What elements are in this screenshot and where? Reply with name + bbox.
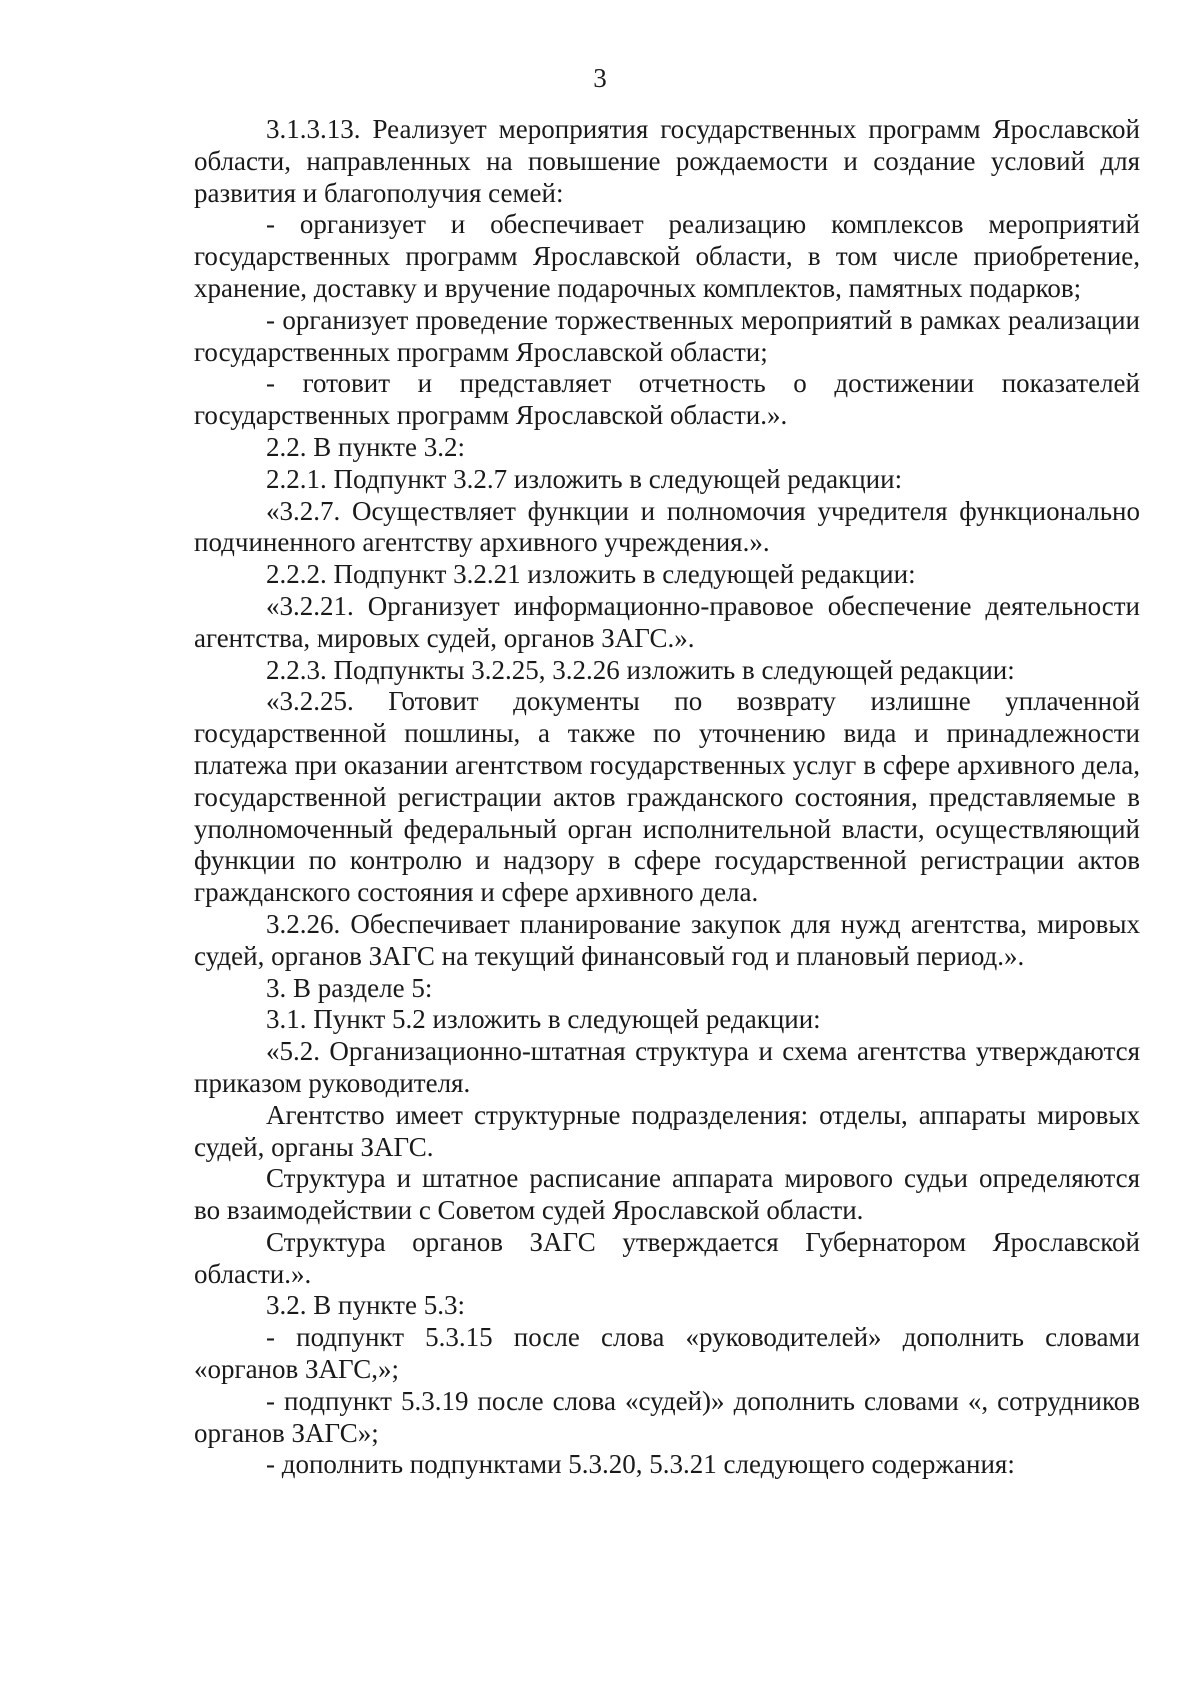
paragraph: - подпункт 5.3.19 после слова «судей)» дополнить словами «, сотрудников органов ЗАГС»; (194, 1385, 1140, 1448)
paragraph: 3.2.26. Обеспечивает планирование закупок для нужд агентства, мировых судей, органов ЗАГС на текущий финансовый год и плановый период.». (194, 908, 1140, 971)
paragraph: 3.2. В пункте 5.3: (266, 1290, 465, 1321)
paragraph: 2.2.3. Подпункты 3.2.25, 3.2.26 изложить в следующей редакции: (266, 654, 1015, 685)
paragraph: Структура и штатное расписание аппарата мирового судьи определяются во взаимодействии с Советом судей Ярославской области. (194, 1163, 1140, 1226)
paragraph: 2.2. В пункте 3.2: (266, 431, 465, 462)
paragraph: «3.2.7. Осуществляет функции и полномочия учредителя функционально подчиненного агентству архивного учреждения.». (194, 495, 1140, 558)
paragraph: Структура органов ЗАГС утверждается Губернатором Ярославской области.». (194, 1226, 1140, 1289)
paragraph: «5.2. Организационно-штатная структура и схема агентства утверждаются приказом руководителя. (194, 1036, 1140, 1098)
paragraph: 3.1.3.13. Реализует мероприятия государственных программ Ярославской области, направленных на повышение рождаемости и создание условий для развития и благополучия семей: (194, 114, 1140, 208)
paragraph: Агентство имеет структурные подразделения: отделы, аппараты мировых судей, органы ЗАГС. (194, 1099, 1140, 1162)
paragraph: - дополнить подпунктами 5.3.20, 5.3.21 следующего содержания: (266, 1449, 1015, 1480)
paragraph: «3.2.21. Организует информационно-правовое обеспечение деятельности агентства, мировых судей, органов ЗАГС.». (194, 590, 1140, 653)
paragraph: 3.1. Пункт 5.2 изложить в следующей редакции: (266, 1004, 821, 1035)
paragraph: 2.2.1. Подпункт 3.2.7 изложить в следующей редакции: (266, 463, 903, 494)
document-body (194, 114, 1140, 1481)
paragraph: 2.2.2. Подпункт 3.2.21 изложить в следующей редакции: (266, 559, 916, 590)
page-number: 3 (593, 63, 607, 93)
paragraph: «3.2.25. Готовит документы по возврату излишне уплаченной государственной пошлины, а также по уточнению вида и принадлежности платежа при оказании агентством государственных услуг в сфере архивного дела, государственной регистрации актов гражданского состояния, представляемые в уполномоченный федеральный орган исполнительной власти, осуществляющий функции по контролю и надзору в сфере государственной регистрации актов гражданского состояния и сфере архивного дела. (194, 686, 1140, 908)
paragraph: - организует и обеспечивает реализацию комплексов мероприятий государственных программ Ярославской области, в том числе приобретение, хранение, доставку и вручение подарочных комплектов, памятных подарков; (194, 209, 1140, 303)
paragraph: 3. В разделе 5: (266, 972, 433, 1003)
paragraph: - подпункт 5.3.15 после слова «руководителей» дополнить словами «органов ЗАГС,»; (194, 1322, 1140, 1385)
paragraph: - готовит и представляет отчетность о достижении показателей государственных программ Ярославской области.». (194, 368, 1140, 431)
paragraph: - организует проведение торжественных мероприятий в рамках реализации государственных программ Ярославской области; (194, 304, 1140, 367)
